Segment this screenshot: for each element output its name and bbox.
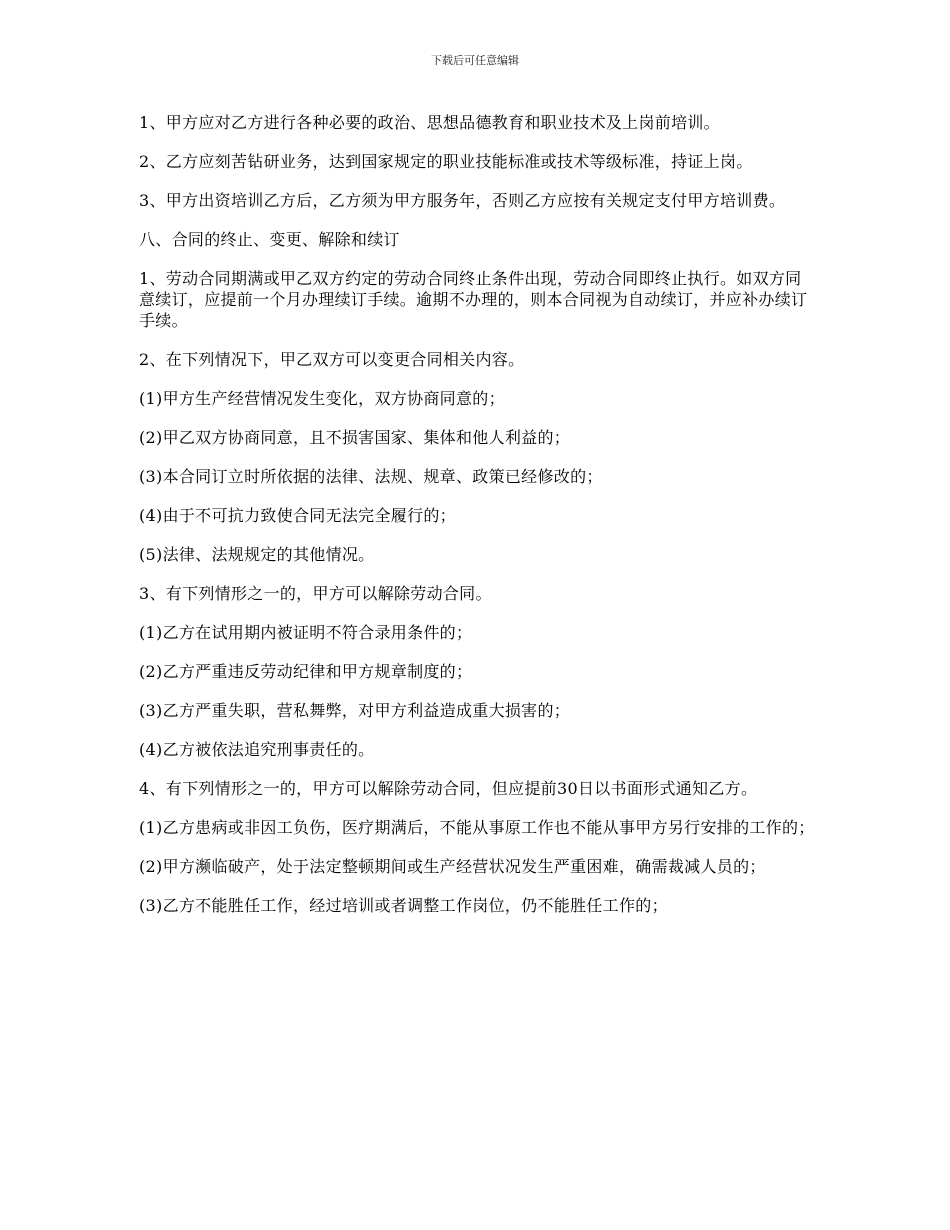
paragraph-dismissal: 3、有下列情形之一的，甲方可以解除劳动合同。	[139, 584, 492, 603]
list-item-notice-1: (1)乙方患病或非因工负伤，医疗期满后，不能从事原工作也不能从事甲方另行安排的工作的；	[139, 818, 815, 837]
list-item-change-5: (5)法律、法规规定的其他情况。	[139, 545, 375, 564]
page-header-note: 下载后可任意编辑	[431, 54, 519, 67]
list-item-change-1: (1)甲方生产经营情况发生变化，双方协商同意的；	[139, 389, 505, 408]
section-heading-termination: 八、合同的终止、变更、解除和续订	[139, 230, 400, 249]
list-item-dismissal-1: (1)乙方在试用期内被证明不符合录用条件的；	[139, 623, 473, 642]
paragraph-contract-expiry: 1、劳动合同期满或甲乙双方约定的劳动合同终止条件出现，劳动合同即终止执行。如双方同意续订，应提前一个月办理续订手续。逾期不办理的，则本合同视为自动续订，并应补办续订手续。	[139, 269, 808, 330]
list-item-dismissal-2: (2)乙方严重违反劳动纪律和甲方规章制度的；	[139, 662, 473, 681]
list-item-change-4: (4)由于不可抗力致使合同无法完全履行的；	[139, 506, 456, 525]
list-item-notice-3: (3)乙方不能胜任工作，经过培训或者调整工作岗位，仍不能胜任工作的；	[139, 896, 668, 915]
paragraph-notice-dismissal: 4、有下列情形之一的，甲方可以解除劳动合同，但应提前30日以书面形式通知乙方。	[139, 779, 758, 798]
list-item-dismissal-4: (4)乙方被依法追究刑事责任的。	[139, 740, 375, 759]
list-item-change-2: (2)甲乙双方协商同意，且不损害国家、集体和他人利益的；	[139, 428, 571, 447]
list-item-notice-2: (2)甲方濒临破产，处于法定整顿期间或生产经营状况发生严重困难，确需裁减人员的；	[139, 857, 766, 876]
list-item-dismissal-3: (3)乙方严重失职，营私舞弊，对甲方利益造成重大损害的；	[139, 701, 571, 720]
paragraph-training-duty: 1、甲方应对乙方进行各种必要的政治、思想品德教育和职业技术及上岗前培训。	[139, 113, 720, 132]
document-body	[139, 112, 817, 934]
paragraph-training-service: 3、甲方出资培训乙方后，乙方须为甲方服务年，否则乙方应按有关规定支付甲方培训费。	[139, 191, 786, 210]
paragraph-contract-change: 2、在下列情况下，甲乙双方可以变更合同相关内容。	[139, 350, 525, 369]
list-item-change-3: (3)本合同订立时所依据的法律、法规、规章、政策已经修改的；	[139, 467, 603, 486]
paragraph-skill-standard: 2、乙方应刻苦钻研业务，达到国家规定的职业技能标准或技术等级标准，持证上岗。	[139, 152, 753, 171]
